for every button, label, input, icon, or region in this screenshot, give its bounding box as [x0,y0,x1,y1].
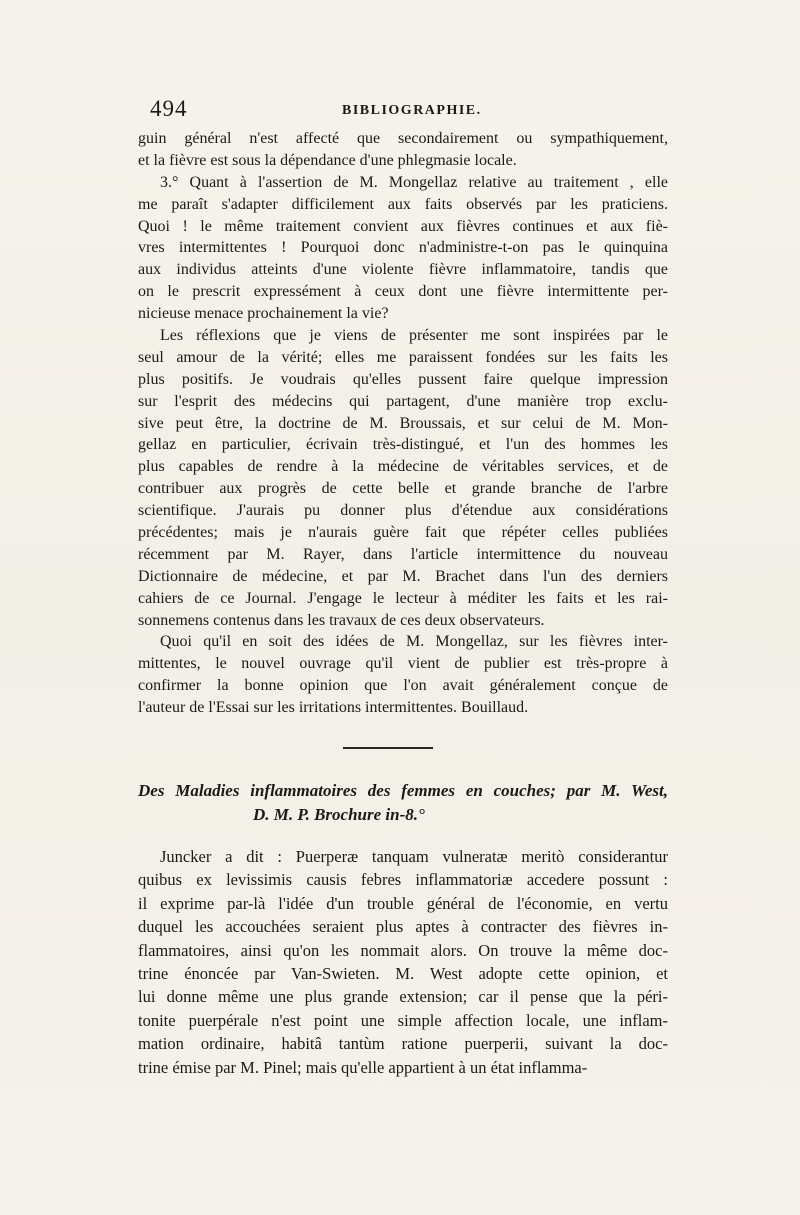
text-line: confirmer la bonne opinion que l'on avait généralement conçue de [138,677,668,695]
text-line: cahiers de ce Journal. J'engage le lecteur à méditer les faits et les rai- [138,589,668,607]
text-line: mation ordinaire, habitâ tantùm ratione puerperii, suivant la doc- [138,1034,668,1054]
text-line: duquel les accouchées seraient plus aptes à contracter des fièvres in- [138,917,668,937]
text-line: scientifique. J'aurais pu donner plus d'étendue aux considérations [138,502,668,520]
text-line: Dictionnaire de médecine, et par M. Brachet dans l'un des derniers [138,567,668,585]
text-line: l'auteur de l'Essai sur les irritations intermittentes. Bouillaud. [138,699,529,717]
text-line: seul amour de la vérité; elles me paraissent fondées sur les faits les [138,348,668,366]
paragraph [138,631,668,719]
text-line: flammatoires, ainsi qu'on les nommait alors. On trouve la même doc- [138,940,668,960]
text-line: guin général n'est affecté que secondairement ou sympathiquement, [138,130,668,147]
text-line: Juncker a dit : Puerperæ tanquam vulneratæ meritò considerantur [160,847,668,867]
text-block [138,96,668,1079]
text-line: trine énoncée par Van-Swieten. M. West adopte cette opinion, et [138,964,668,983]
text-line: Quoi ! le même traitement convient aux fièvres continues et aux fiè- [138,217,668,235]
text-line: il exprime par-là l'idée d'un trouble général de l'économie, en vertu [138,893,668,913]
text-line: mittentes, le nouvel ouvrage qu'il vient de publier est très-propre à [138,655,668,673]
text-line: sive peut être, la doctrine de M. Broussais, et sur celui de M. Mon- [138,414,668,432]
running-title: BIBLIOGRAPHIE. [342,103,482,118]
text-line: Quoi qu'il en soit des idées de M. Mongellaz, sur les fièvres inter- [160,633,668,651]
text-line: contribuer aux progrès de cette belle et grande branche de l'arbre [138,480,668,498]
text-line: aux individus atteints d'une violente fièvre inflammatoire, tandis que [138,261,668,279]
paragraph [138,325,668,631]
text-line: me paraît s'adapter difficilement aux faits observés par les praticiens. [138,195,668,213]
text-line: récemment par M. Rayer, dans l'article intermittence du nouveau [138,545,668,563]
text-line: quibus ex levissimis causis febres inflammatoriæ accedere possunt : [138,870,668,890]
text-line: plus positifs. Je voudrais qu'elles pussent faire quelque impression [138,370,668,388]
text-line: tonite puerpérale n'est point une simple affection locale, une inflam- [138,1010,668,1030]
paragraph [138,845,668,1079]
text-line: on le prescrit expressément à ceux dont une fièvre intermittente per- [138,283,668,301]
article-title-line-1: Des Maladies inflammatoires des femmes en couches; par M. West, [138,781,668,801]
text-line: lui donne même une plus grande extension; car il pense que la péri- [138,987,668,1007]
body-text-top [138,128,668,719]
text-line: 3.° Quant à l'assertion de M. Mongellaz relative au traitement , elle [160,173,668,191]
running-head [138,96,668,128]
text-line: précédentes; mais je n'aurais guère fait que répéter celles publiées [138,524,668,542]
text-line: plus capables de rendre à la médecine de véritables services, et de [138,458,668,476]
text-line: vres intermittentes ! Pourquoi donc n'administre-t-on pas le quinquina [138,239,668,257]
text-line: sonnemens contenus dans les travaux de ces deux observateurs. [138,611,545,629]
text-line: gellaz en particulier, écrivain très-distingué, et l'un des hommes les [138,436,668,454]
page-number: 494 [150,96,188,121]
section-separator [138,719,668,779]
paragraph [138,172,668,325]
horizontal-rule [343,747,433,749]
text-line: Les réflexions que je viens de présenter me sont inspirées par le [160,327,668,345]
body-text-bottom [138,845,668,1079]
text-line: nicieuse menace prochainement la vie? [138,305,389,323]
text-line: et la fièvre est sous la dépendance d'une phlegmasie locale. [138,151,517,169]
text-line: trine émise par M. Pinel; mais qu'elle appartient à un état inflamma- [138,1057,588,1077]
paragraph [138,128,668,172]
article-title-line-2: D. M. P. Brochure in-8.° [253,805,425,825]
text-line: sur l'esprit des médecins qui partagent, d'une manière trop exclu- [138,392,668,410]
